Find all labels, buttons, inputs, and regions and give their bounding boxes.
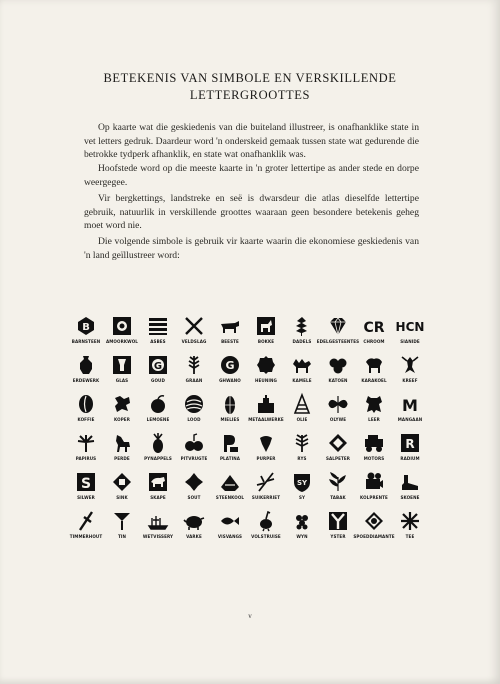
- legend-label: HEUNING: [255, 378, 277, 383]
- legend-item: [248, 471, 284, 510]
- chrome-icon: [363, 315, 385, 337]
- legend-label: PAPIRUS: [75, 456, 97, 461]
- legend-label: SPOEDDIAMANTE: [353, 534, 395, 539]
- camel-icon: [291, 354, 313, 376]
- legend-item: [68, 393, 104, 432]
- legend-label: BOKKE: [257, 339, 275, 344]
- legend-item: [68, 354, 104, 393]
- legend-item: [284, 510, 320, 549]
- legend-label: TABAK: [330, 495, 346, 500]
- legend-item: [284, 315, 320, 354]
- legend-item: [248, 354, 284, 393]
- gem-icon: [327, 315, 349, 337]
- legend-item: [212, 393, 248, 432]
- legend-label: WETVISSERY: [142, 534, 174, 539]
- legend-label: KAMELE: [292, 378, 312, 383]
- legend-item: [140, 315, 176, 354]
- legend-label: DADELS: [292, 339, 312, 344]
- legend-label: MIELIES: [220, 417, 240, 422]
- legend-item: [140, 432, 176, 471]
- dates-icon: [291, 315, 313, 337]
- legend-item: [212, 471, 248, 510]
- legend-label: AMOORKWOL: [105, 339, 139, 344]
- legend-item: [140, 393, 176, 432]
- legend-item: [392, 510, 428, 549]
- legend-label: TIMMERHOUT: [69, 534, 103, 539]
- pig-icon: [183, 510, 205, 532]
- legend-item: [284, 432, 320, 471]
- page-number: v: [248, 612, 252, 620]
- svg-text:SY: SY: [296, 479, 308, 487]
- legend-item: [176, 354, 212, 393]
- svg-text:S: S: [80, 476, 92, 492]
- legend-item: [356, 354, 392, 393]
- saltpetre-icon: [327, 432, 349, 454]
- coal-icon: [219, 471, 241, 493]
- pineapple-icon: [147, 432, 169, 454]
- legend-label: METAALWERKE: [248, 417, 284, 422]
- legend-item: [104, 354, 140, 393]
- legend-label: PERDE: [114, 456, 130, 461]
- legend-label: GHWANO: [219, 378, 241, 383]
- platinum-icon: [219, 432, 241, 454]
- svg-text:R: R: [405, 437, 415, 451]
- legend-label: KARAKOEL: [361, 378, 387, 383]
- legend-label: KREEF: [402, 378, 418, 383]
- purple-icon: [255, 432, 277, 454]
- legend-label: KATOEN: [328, 378, 348, 383]
- svg-text:CR: CR: [363, 320, 385, 336]
- page-title-line-2: LETTERGROOTTES: [189, 88, 311, 102]
- diamond-icon: [363, 510, 385, 532]
- legend-item: [176, 393, 212, 432]
- legend-label: SUIKERRIET: [251, 495, 281, 500]
- legend-item: [316, 315, 360, 354]
- gold-icon: [147, 354, 169, 376]
- legend-item: [68, 510, 104, 549]
- legend-item: [356, 393, 392, 432]
- page-title: [60, 70, 440, 104]
- legend-item: [140, 354, 176, 393]
- legend-item: [356, 471, 392, 510]
- shoe-icon: [399, 471, 421, 493]
- oil-icon: [291, 393, 313, 415]
- legend-label: VISVANGS: [217, 534, 243, 539]
- asbestos-icon: [147, 315, 169, 337]
- film-icon: [363, 471, 385, 493]
- legend-item: [68, 471, 104, 510]
- legend-item: [176, 432, 212, 471]
- legend-item: [176, 315, 212, 354]
- grain-icon: [183, 354, 205, 376]
- cattle-icon: [219, 315, 241, 337]
- leather-icon: [363, 393, 385, 415]
- legend-label: PLATINA: [219, 456, 241, 461]
- glass-icon: [111, 354, 133, 376]
- legend-label: SY: [298, 495, 306, 500]
- legend-item: [248, 510, 284, 549]
- sugarcane-icon: [255, 471, 277, 493]
- maize-icon: [219, 393, 241, 415]
- paragraph: Die volgende simbole is gebruik vir kaarte waarin die ekonomiese geskiedenis van 'n land geïllustreer word:: [84, 236, 419, 261]
- silver-icon: [75, 471, 97, 493]
- legend-item: [176, 510, 212, 549]
- legend-label: ASBES: [150, 339, 166, 344]
- legend-item: [284, 393, 320, 432]
- legend-item: [392, 432, 428, 471]
- svg-text:G: G: [225, 359, 235, 372]
- fishery-icon: [147, 510, 169, 532]
- tea-icon: [399, 510, 421, 532]
- karakul-icon: [363, 354, 385, 376]
- page-title-line-1: BETEKENIS VAN SIMBOLE EN VERSKILLENDE: [103, 71, 397, 85]
- legend-label: SIANIDE: [400, 339, 420, 344]
- legend-item: [392, 354, 428, 393]
- paragraph: Op kaarte wat die geskiedenis van die buiteland illustreer, is onafhanklike state in vet letters gedruk. Daardeur word 'n onderskeid gemaak tussen state wat gedurende die betrokke tydperk afhanklik, en state wat onafhanklik was.: [84, 122, 419, 160]
- paragraph: Hoofstede word op die meeste kaarte in 'n groter lettertipe as ander stede en dorpe weergegee.: [84, 163, 419, 188]
- legend-label: RYS: [297, 456, 307, 461]
- legend-item: [104, 432, 140, 471]
- ostrich-icon: [255, 510, 277, 532]
- legend-label: MANGAAN: [397, 417, 423, 422]
- legend-item: [356, 432, 392, 471]
- legend-label: SILWER: [77, 495, 95, 500]
- lobster-icon: [399, 354, 421, 376]
- legend-label: VELDSLAG: [181, 339, 207, 344]
- iron-icon: [327, 510, 349, 532]
- tobacco-icon: [327, 471, 349, 493]
- legend-label: TEE: [405, 534, 415, 539]
- legend-item: [68, 432, 104, 471]
- coffee-icon: [75, 393, 97, 415]
- legend-label: GRAAN: [185, 378, 203, 383]
- legend-item: [284, 471, 320, 510]
- cyanide-icon: [395, 315, 425, 337]
- legend-item: [212, 315, 248, 354]
- goat-icon: [255, 315, 277, 337]
- legend-item: [212, 432, 248, 471]
- legend-label: PURPER: [256, 456, 276, 461]
- legend-item: [248, 315, 284, 354]
- legend-item: [176, 471, 212, 510]
- legend-label: LOOD: [187, 417, 201, 422]
- rice-icon: [291, 432, 313, 454]
- legend-label: LEMOENE: [146, 417, 170, 422]
- legend-label: PITVRUGTE: [180, 456, 208, 461]
- sheep-icon: [147, 471, 169, 493]
- wine-icon: [291, 510, 313, 532]
- silk-icon: [291, 471, 313, 493]
- papyrus-icon: [75, 432, 97, 454]
- legend-item: [320, 393, 356, 432]
- angora-icon: [111, 315, 133, 337]
- svg-text:B: B: [82, 322, 90, 333]
- lead-icon: [183, 393, 205, 415]
- legend-label: CHROOM: [363, 339, 385, 344]
- legend-label: ERDEWERK: [72, 378, 100, 383]
- battle-icon: [183, 315, 205, 337]
- fishing-icon: [219, 510, 241, 532]
- legend-item: [140, 471, 176, 510]
- legend-label: EDELGESTEENTES: [316, 339, 360, 344]
- legend-label: SKAPE: [150, 495, 166, 500]
- legend-label: BEESTE: [221, 339, 239, 344]
- manganese-icon: [399, 393, 421, 415]
- legend-item: [140, 510, 176, 549]
- tin-icon: [111, 510, 133, 532]
- legend-label: MOTORS: [363, 456, 385, 461]
- legend-item: [104, 393, 140, 432]
- zinc-icon: [111, 471, 133, 493]
- copper-icon: [111, 393, 133, 415]
- legend-item: [248, 393, 284, 432]
- motor-icon: [363, 432, 385, 454]
- svg-text:M: M: [402, 396, 418, 415]
- paragraph: Vir bergkettings, landstreke en seë is dwarsdeur die atlas dieselfde lettertipe gebruik, natuurlik in verskillende groottes waaraan geen besondere betekenis geheg moet word nie.: [84, 193, 419, 231]
- fruit-icon: [183, 432, 205, 454]
- legend-item: [320, 354, 356, 393]
- legend-label: WYN: [296, 534, 308, 539]
- legend-label: SALPETER: [325, 456, 351, 461]
- legend-item: [320, 471, 356, 510]
- legend-label: GOUD: [151, 378, 165, 383]
- radium-icon: [399, 432, 421, 454]
- legend-label: SOUT: [187, 495, 201, 500]
- pottery-icon: [75, 354, 97, 376]
- legend-item: [356, 315, 392, 354]
- legend-label: YSTER: [330, 534, 346, 539]
- legend-label: OLYWE: [329, 417, 347, 422]
- orange-icon: [147, 393, 169, 415]
- guano-icon: [219, 354, 241, 376]
- legend-label: VARKE: [186, 534, 202, 539]
- legend-item: [104, 471, 140, 510]
- legend-item: [392, 393, 428, 432]
- honey-icon: [255, 354, 277, 376]
- legend-label: KOPER: [114, 417, 130, 422]
- legend-item: [248, 432, 284, 471]
- legend-item: [104, 510, 140, 549]
- horse-icon: [111, 432, 133, 454]
- legend-item: [353, 510, 395, 549]
- amber-icon: [75, 315, 97, 337]
- svg-text:G: G: [153, 361, 163, 372]
- legend-label: PYNAPPELS: [144, 456, 172, 461]
- legend-label: TIN: [117, 534, 127, 539]
- timber-icon: [75, 510, 97, 532]
- legend-label: GLAS: [115, 378, 129, 383]
- legend-item: [212, 354, 248, 393]
- legend-label: VOLSTRUISE: [251, 534, 281, 539]
- legend-label: LEER: [368, 417, 380, 422]
- legend-item: [392, 471, 428, 510]
- legend-label: OLIE: [296, 417, 308, 422]
- legend-label: SKOENE: [400, 495, 420, 500]
- legend-item: [104, 315, 140, 354]
- legend-label: STEENKOOL: [215, 495, 245, 500]
- legend-item: [68, 315, 104, 354]
- svg-text:HCN: HCN: [395, 320, 425, 334]
- legend-item: [320, 510, 356, 549]
- legend-item: [392, 315, 428, 354]
- legend-label: BARNSTEEN: [71, 339, 101, 344]
- symbol-legend-grid: [68, 315, 428, 549]
- olive-icon: [327, 393, 349, 415]
- metalworks-icon: [255, 393, 277, 415]
- legend-item: [284, 354, 320, 393]
- legend-label: RADIUM: [400, 456, 420, 461]
- legend-item: [212, 510, 248, 549]
- legend-item: [320, 432, 356, 471]
- legend-label: SINK: [116, 495, 128, 500]
- legend-label: KOLPRENTE: [360, 495, 388, 500]
- legend-label: KOFFIE: [77, 417, 95, 422]
- salt-icon: [183, 471, 205, 493]
- cotton-icon: [327, 354, 349, 376]
